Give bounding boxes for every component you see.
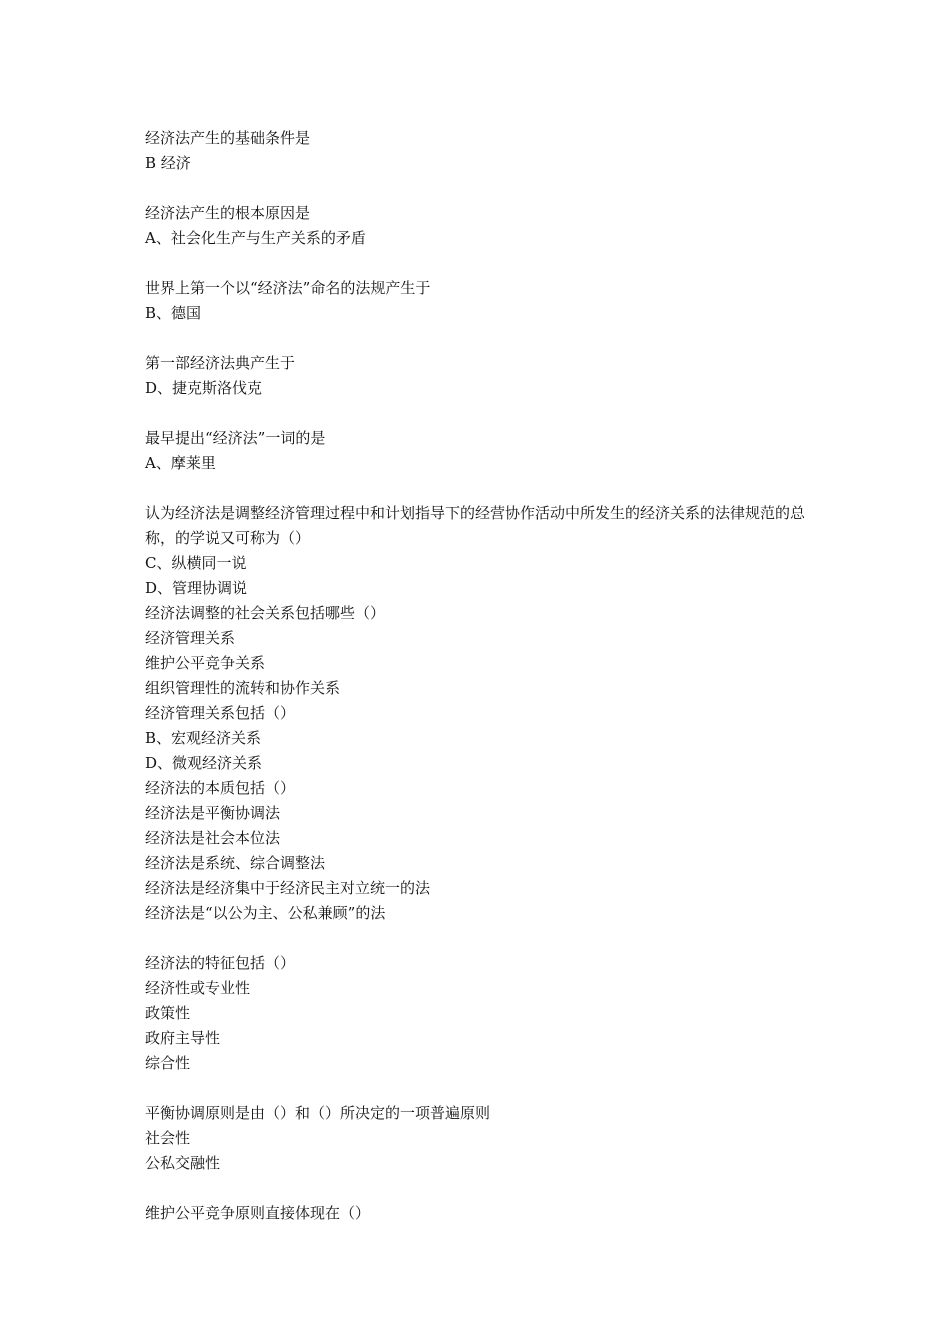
answer-text: 经济法是经济集中于经济民主对立统一的法 (145, 879, 431, 897)
question-text: 第一部经济法典产生于 (145, 354, 296, 372)
answer-text: 经济法是社会本位法 (145, 829, 281, 847)
answer-text: C、纵横同一说 (145, 554, 247, 572)
question-text: 维护公平竞争原则直接体现在（） (145, 1204, 371, 1222)
blank-line (145, 326, 815, 351)
blank-line (145, 1076, 815, 1101)
blank-line (145, 251, 815, 276)
answer-text: 经济法是平衡协调法 (145, 804, 281, 822)
question-text: 经济管理关系包括（） (145, 704, 296, 722)
answer-text: A、摩莱里 (145, 454, 216, 472)
answer-text: 综合性 (145, 1054, 191, 1072)
answer-text: 社会性 (145, 1129, 191, 1147)
question-text: 平衡协调原则是由（）和（）所决定的一项普遍原则 (145, 1104, 491, 1122)
question-text: 经济法的本质包括（） (145, 779, 296, 797)
question-text: 经济法的特征包括（） (145, 954, 296, 972)
document-body (145, 126, 815, 1226)
question-text: 经济法产生的基础条件是 (145, 129, 311, 147)
answer-text: 政策性 (145, 1004, 191, 1022)
answer-text: B、宏观经济关系 (145, 729, 262, 747)
answer-text: 维护公平竞争关系 (145, 654, 266, 672)
blank-line (145, 401, 815, 426)
answer-text: B、德国 (145, 304, 202, 322)
question-text: 认为经济法是调整经济管理过程中和计划指导下的经营协作活动中所发生的经济关系的法律规范的总称，的学说又可称为（） (145, 504, 806, 547)
answer-text: A、社会化生产与生产关系的矛盾 (145, 229, 366, 247)
answer-text: 经济法是“以公为主、公私兼顾”的法 (145, 904, 386, 922)
blank-line (145, 476, 815, 501)
answer-text: D、微观经济关系 (145, 754, 263, 772)
answer-text: 组织管理性的流转和协作关系 (145, 679, 341, 697)
answer-text: 经济性或专业性 (145, 979, 251, 997)
answer-text: 公私交融性 (145, 1154, 221, 1172)
question-text: 最早提出“经济法”一词的是 (145, 429, 326, 447)
answer-text: 政府主导性 (145, 1029, 221, 1047)
blank-line (145, 926, 815, 951)
answer-text: D、捷克斯洛伐克 (145, 379, 263, 397)
blank-line (145, 176, 815, 201)
question-text: 经济法调整的社会关系包括哪些（） (145, 604, 386, 622)
blank-line (145, 1176, 815, 1201)
answer-text: D、管理协调说 (145, 579, 248, 597)
answer-text: 经济管理关系 (145, 629, 236, 647)
question-text: 经济法产生的根本原因是 (145, 204, 311, 222)
answer-text: 经济法是系统、综合调整法 (145, 854, 326, 872)
answer-text: B 经济 (145, 154, 191, 172)
question-text: 世界上第一个以“经济法”命名的法规产生于 (145, 279, 431, 297)
